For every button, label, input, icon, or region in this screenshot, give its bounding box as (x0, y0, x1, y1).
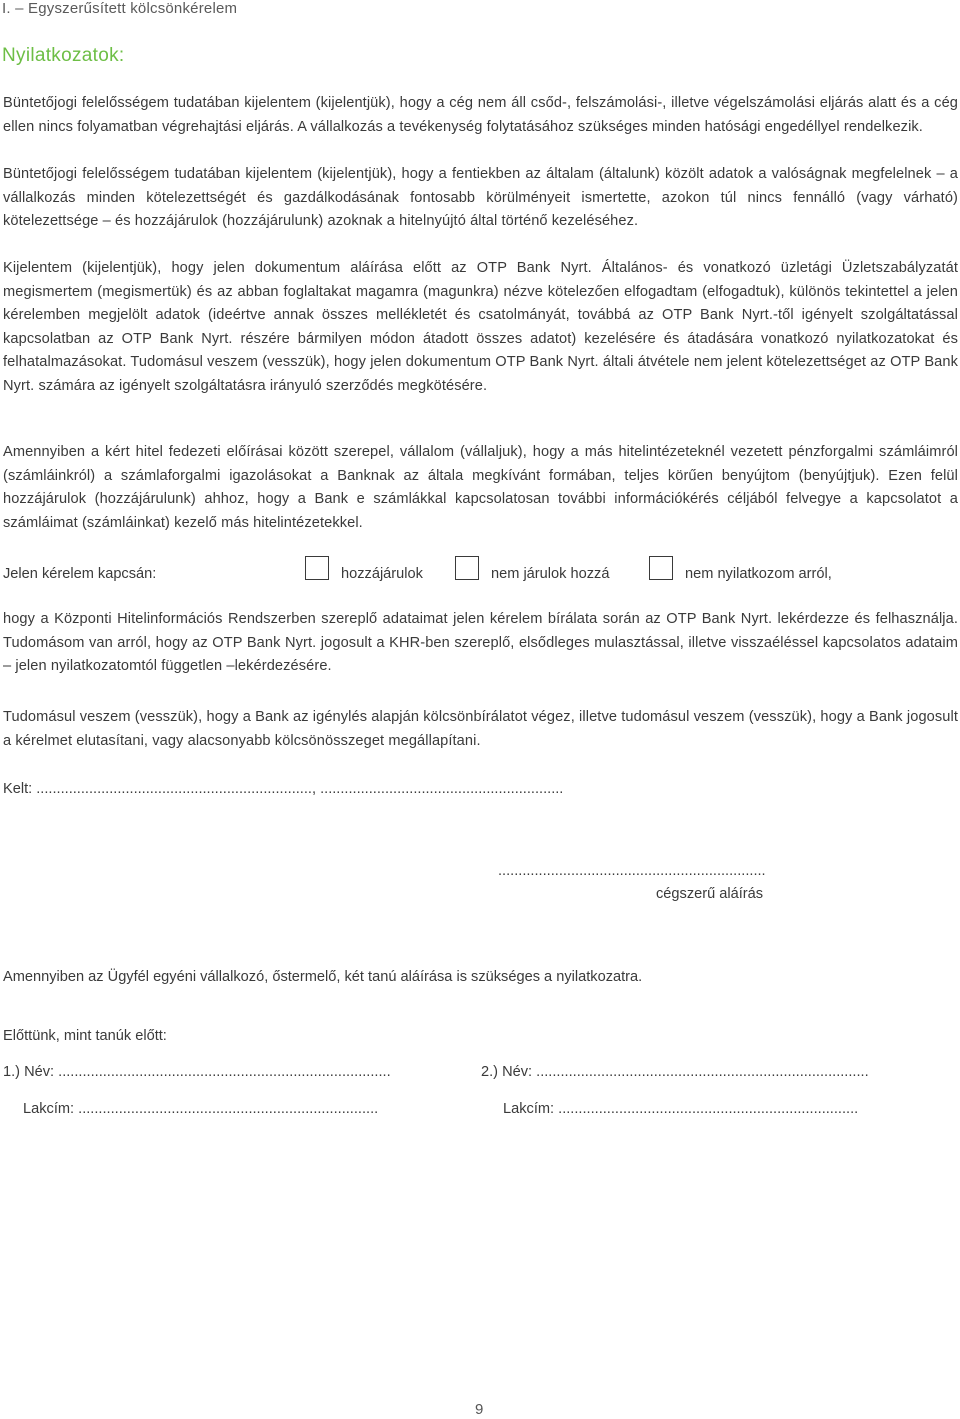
agree-label: hozzájárulok (341, 566, 423, 582)
disagree-checkbox[interactable] (455, 556, 479, 580)
consent-choice-row (3, 556, 958, 588)
declaration-paragraph-3: Kijelentem (kijelentjük), hogy jelen dokumentum aláírása előtt az OTP Bank Nyrt. Általános- és vonatkozó üzletági Üzletszabályzatát megismertem (megismertük) és az abban foglaltakat magamra (magunkra) nézve kötelezően elfogadtam (elfogadtuk), különös tekintettel a jelen kérelemben megjelölt adatok (ideértve annak összes mellékletét és csatolmányát, továbbá az OTP Bank Nyrt.-től igényelt szolgáltatással kapcsolatban az OTP Bank Nyrt. részére bármilyen módon átadott összes adatot) kezelésére és átadására vonatkozó nyilatkozatokat és felhatalmazásokat. Tudomásul veszem (vesszük), hogy jelen dokumentum OTP Bank Nyrt. általi átvétele nem jelent kötelezettséget az OTP Bank Nyrt. számára az igényelt szolgáltatásra irányuló szerződés megkötésére. (3, 260, 958, 394)
consent-label: Jelen kérelem kapcsán: (3, 566, 157, 582)
assessment-paragraph: Tudomásul veszem (vesszük), hogy a Bank az igénylés alapján kölcsönbírálatot végez, illetve tudomásul veszem (vesszük), hogy a Bank jogosult a kérelmet elutasítani, vagy alacsonyabb kölcsönösszeget megállapítani. (3, 709, 958, 749)
witness-requirement-note: Amennyiben az Ügyfél egyéni vállalkozó, őstermelő, két tanú aláírása is szükséges a nyilatkozatra. (3, 969, 643, 985)
agree-checkbox[interactable] (305, 556, 329, 580)
no-statement-checkbox[interactable] (649, 556, 673, 580)
witness-2-address-field[interactable]: Lakcím: .......................................................................... (503, 1101, 859, 1117)
document-header: I. – Egyszerűsített kölcsönkérelem (2, 0, 238, 17)
signature-line[interactable]: .................................................................. (498, 863, 766, 879)
date-place-field[interactable]: Kelt: ...................................................................., ............................................................ (3, 781, 564, 797)
witness-2-name-field[interactable]: 2.) Név: .................................................................................. (481, 1064, 869, 1080)
page-number: 9 (475, 1401, 484, 1418)
declaration-paragraph-4: Amennyiben a kért hitel fedezeti előírásai között szerepel, vállalom (vállaljuk), hogy a más hitelintézeteknél vezetett pénzforgalmi számláimról (számláinkról) a számlaforgalmi igazolásokat a Banknak az általa megkívánt formában, teljes körűen benyújtom (benyújtjuk). Ezen felül hozzájárulok (hozzájárulunk) ahhoz, hogy a Bank e számlákkal kapcsolatosan további információkérés céljából felvegye a kapcsolatot a számláimat (számláinkat) kezelő más hitelintézetekkel. (3, 444, 958, 531)
witness-intro: Előttünk, mint tanúk előtt: (3, 1028, 167, 1044)
declaration-paragraph-1: Büntetőjogi felelősségem tudatában kijelentem (kijelentjük), hogy a cég nem áll csőd-, felszámolási-, illetve végelszámolási eljárás alatt és a cég ellen nincs folyamatban végrehajtási eljárás. A vállalkozás a tevékenység folytatásához szükséges minden hatósági engedéllyel rendelkezik. (3, 95, 958, 135)
witness-1-address-field[interactable]: Lakcím: .......................................................................... (23, 1101, 379, 1117)
no-statement-label: nem nyilatkozom arról, (685, 566, 832, 582)
section-title: Nyilatkozatok: (2, 45, 125, 66)
khr-paragraph: hogy a Központi Hitelinformációs Rendszerben szereplő adataimat jelen kérelem bírálata során az OTP Bank Nyrt. lekérdezze és felhasználja. Tudomásom van arról, hogy az OTP Bank Nyrt. jogosult a KHR-ben szereplő, elsődleges mulasztással, illetve visszaéléssel kapcsolatos adataim – jelen nyilatkozatomtól független –lekérdezésére. (3, 611, 958, 674)
disagree-label: nem járulok hozzá (491, 566, 610, 582)
witness-1-name-field[interactable]: 1.) Név: .................................................................................. (3, 1064, 391, 1080)
declaration-paragraph-2: Büntetőjogi felelősségem tudatában kijelentem (kijelentjük), hogy a fentiekben az általam (általunk) közölt adatok a valóságnak megfelelnek – a vállalkozás minden kötelezettségét és gazdálkodásának fontosabb körülményeit ismertette, azokon túl nincs fennálló (vagy várható) kötelezettsége – és hozzájárulok (hozzájárulunk) azoknak a hitelnyújtó által történő kezeléséhez. (3, 166, 958, 229)
signature-label: cégszerű aláírás (656, 886, 764, 902)
